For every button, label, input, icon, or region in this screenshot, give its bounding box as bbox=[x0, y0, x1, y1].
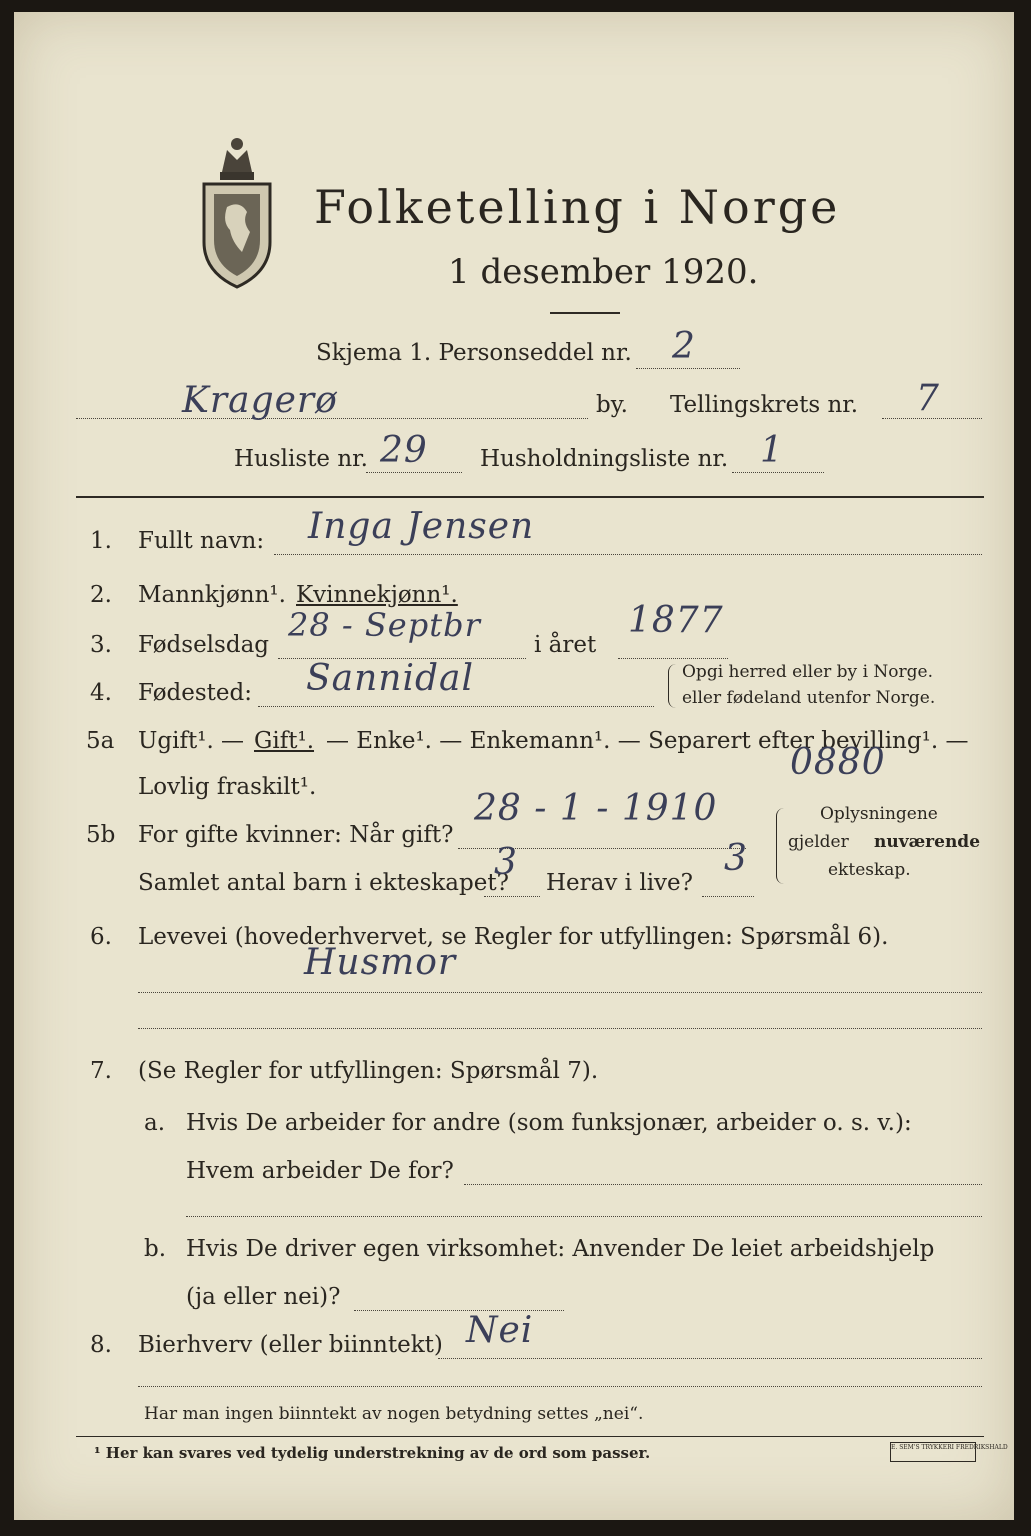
husholdning-dots bbox=[732, 472, 824, 473]
skjema-label: Skjema 1. Personseddel nr. bbox=[316, 340, 632, 366]
q5a-ugift: Ugift¹. — bbox=[138, 728, 245, 754]
q5b-note-1: Oplysningene bbox=[820, 804, 938, 824]
q6-label: Levevei (hovederhvervet, se Regler for utfyllingen: Spørsmål 6). bbox=[138, 924, 889, 950]
children-alive-value: 3 bbox=[724, 838, 748, 879]
q5a-fraskilt: Lovlig fraskilt¹. bbox=[138, 774, 317, 800]
children-total-value: 3 bbox=[494, 842, 518, 883]
q8-number: 8. bbox=[90, 1332, 112, 1358]
side-income-value: Nei bbox=[466, 1310, 534, 1351]
q6-dots-2 bbox=[138, 1028, 982, 1029]
q7-label: (Se Regler for utfyllingen: Spørsmål 7). bbox=[138, 1058, 599, 1084]
husliste-label: Husliste nr. bbox=[234, 446, 368, 472]
title-divider bbox=[550, 312, 620, 314]
q5a-options: — Enke¹. — Enkemann¹. — Separert efter bevilling¹. — bbox=[326, 728, 969, 754]
gender-female-underlined: Kvinnekjønn¹. bbox=[296, 582, 458, 608]
census-form bbox=[14, 12, 1014, 1520]
city-value: Kragerø bbox=[182, 380, 338, 421]
q8-dots-2 bbox=[138, 1386, 982, 1387]
q7b-line-2: (ja eller nei)? bbox=[186, 1284, 341, 1310]
q5b-live-label: Herav i live? bbox=[546, 870, 693, 896]
marriage-date-value: 28 - 1 - 1910 bbox=[474, 788, 718, 829]
q7b-letter: b. bbox=[144, 1236, 167, 1262]
note-nei: Har man ingen biinntekt av nogen betydning settes „nei“. bbox=[144, 1404, 644, 1424]
q5a-gift-underlined: Gift¹. bbox=[254, 728, 315, 754]
q5b-barn-dots bbox=[484, 896, 540, 897]
q8-dots bbox=[438, 1358, 982, 1359]
birthplace-value: Sannidal bbox=[306, 658, 475, 699]
printer-stamp: E. SEM'S TRYKKERI FREDRIKSHALD bbox=[890, 1442, 976, 1462]
q4-label: Fødested: bbox=[138, 680, 253, 706]
q3-label: Fødselsdag bbox=[138, 632, 270, 658]
occupation-value: Husmor bbox=[304, 942, 457, 983]
q4-dots bbox=[258, 706, 654, 707]
by-label: by. bbox=[596, 392, 628, 418]
q7b-line-1: Hvis De driver egen virksomhet: Anvender De leiet arbeidshjelp bbox=[186, 1236, 935, 1262]
q3-aaret-label: i året bbox=[534, 632, 597, 658]
birth-year-value: 1877 bbox=[628, 600, 724, 641]
census-date: 1 desember 1920. bbox=[448, 252, 759, 292]
q6-dots-1 bbox=[138, 992, 982, 993]
q2-number: 2. bbox=[90, 582, 112, 608]
q7a-line-2: Hvem arbeider De for? bbox=[186, 1158, 454, 1184]
q7-number: 7. bbox=[90, 1058, 112, 1084]
q1-dots bbox=[274, 554, 982, 555]
header-rule bbox=[76, 496, 984, 498]
q7a-dots-2 bbox=[186, 1216, 982, 1217]
q5b-note-2b: nuværende bbox=[874, 832, 981, 852]
q8-label: Bierhverv (eller biinntekt) bbox=[138, 1332, 443, 1358]
full-name-value: Inga Jensen bbox=[308, 506, 535, 547]
q5a-number: 5a bbox=[86, 728, 115, 754]
husliste-dots bbox=[366, 472, 462, 473]
personseddel-dots bbox=[636, 368, 740, 369]
q5b-note-3: ekteskap. bbox=[828, 860, 911, 880]
q5b-note-2a: gjelder bbox=[788, 832, 849, 852]
q6-number: 6. bbox=[90, 924, 112, 950]
q7a-line-1: Hvis De arbeider for andre (som funksjonær, arbeider o. s. v.): bbox=[186, 1110, 912, 1136]
q4-number: 4. bbox=[90, 680, 112, 706]
husholdning-label: Husholdningsliste nr. bbox=[480, 446, 729, 472]
q1-label: Fullt navn: bbox=[138, 528, 265, 554]
coat-of-arms-icon bbox=[192, 132, 282, 292]
tellingskrets-nr: 7 bbox=[916, 378, 940, 419]
personseddel-nr: 2 bbox=[672, 326, 696, 367]
q5b-number: 5b bbox=[86, 822, 116, 848]
q7a-letter: a. bbox=[144, 1110, 166, 1136]
q5b-label: For gifte kvinner: Når gift? bbox=[138, 822, 454, 848]
q7a-dots-1 bbox=[464, 1184, 982, 1185]
q4-note-1: Opgi herred eller by i Norge. bbox=[682, 662, 933, 682]
q5b-live-dots bbox=[702, 896, 754, 897]
footnote: ¹ Her kan svares ved tydelig understrekning av de ord som passer. bbox=[94, 1444, 651, 1462]
q3-number: 3. bbox=[90, 632, 112, 658]
tellingskrets-label: Tellingskrets nr. bbox=[670, 392, 859, 418]
q5b-brace bbox=[776, 808, 785, 884]
q4-note-2: eller fødeland utenfor Norge. bbox=[682, 688, 936, 708]
q1-number: 1. bbox=[90, 528, 112, 554]
husholdning-nr: 1 bbox=[760, 430, 784, 471]
q5b-barn-label: Samlet antal barn i ekteskapet? bbox=[138, 870, 509, 896]
footnote-rule bbox=[76, 1436, 984, 1437]
husliste-nr: 29 bbox=[380, 430, 428, 471]
form-title: Folketelling i Norge bbox=[314, 180, 841, 234]
q5a-handwritten-code: 0880 bbox=[790, 742, 886, 783]
q4-brace bbox=[668, 664, 677, 708]
birth-day-value: 28 - Septbr bbox=[288, 606, 481, 644]
q3-year-dots bbox=[618, 658, 728, 659]
gender-male: Mannkjønn¹. bbox=[138, 582, 286, 608]
